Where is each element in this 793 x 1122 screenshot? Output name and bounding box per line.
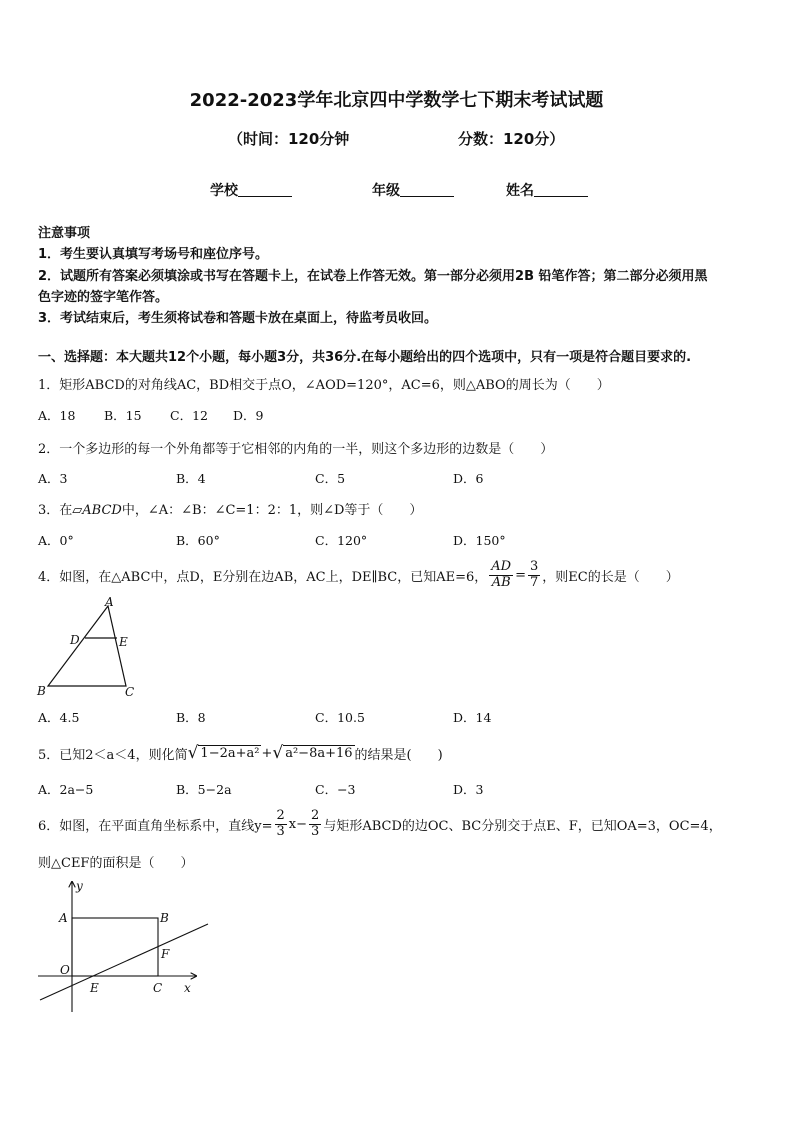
q4-stem-part: 4．如图，在△ABC中，点D，E分别在边AB，AC上，DE∥BC，已知AE=6， — [38, 569, 488, 585]
fraction-denominator: 7 — [530, 574, 539, 590]
q4-triangle-figure — [34, 596, 144, 700]
q1-option-b: B．15 — [104, 408, 142, 423]
label-b: B — [160, 911, 169, 925]
question-6-stem-line2: 则△CEF的面积是（ ） — [38, 856, 194, 871]
q6-fraction-1 — [275, 809, 287, 839]
q4-option-c: C．10.5 — [315, 710, 365, 725]
exam-time: （时间：120分钟 — [228, 130, 350, 148]
q1-option-a: A．18 — [38, 408, 76, 423]
q5-option-d: D．3 — [453, 782, 484, 797]
name-label: 姓名 — [506, 183, 534, 199]
fraction-denominator: 3 — [276, 823, 285, 839]
q4-fraction-ad-ab — [489, 560, 513, 590]
q5-radicand-2: a²−8a+16 — [285, 746, 353, 761]
q2-option-b: B．4 — [176, 471, 206, 486]
q1-option-c: C．12 — [170, 408, 208, 423]
q5-stem-part: 的结果是( ) — [354, 747, 443, 763]
q3-option-b: B．60° — [176, 533, 220, 548]
question-4-stem — [38, 556, 679, 594]
q5-stem-part: 5．已知2＜a＜4，则化简 — [38, 747, 188, 763]
fraction-denominator: AB — [491, 574, 511, 590]
q3-stem-part: 中，∠A：∠B：∠C=1：2：1，则∠D等于（ ） — [121, 503, 423, 518]
q3-stem-part: 3．在▱ — [38, 503, 83, 518]
label-b: B — [37, 684, 46, 698]
fraction-numerator: 2 — [276, 808, 285, 824]
q4-stem-part: ，则EC的长是（ ） — [542, 569, 679, 585]
q4-equals: = — [515, 567, 527, 583]
label-o: O — [60, 963, 70, 977]
grade-blank — [400, 182, 454, 197]
q5-option-b: B．5−2a — [176, 782, 232, 797]
q6-stem-part: 与矩形ABCD的边OC、BC分别交于点E、F，已知OA=3，OC=4， — [323, 818, 722, 834]
q2-option-a: A．3 — [38, 471, 68, 486]
notes-heading: 注意事项 — [38, 226, 91, 241]
school-blank — [238, 182, 292, 197]
fraction-numerator: 2 — [311, 808, 320, 824]
q3-option-c: C．120° — [315, 533, 368, 548]
label-a: A — [59, 911, 68, 925]
q3-stem-abcd: ABCD — [82, 503, 122, 518]
sqrt-sign: √ — [272, 743, 284, 763]
note-item: 1．考生要认真填写考场号和座位序号。 — [38, 247, 269, 262]
label-c: C — [125, 685, 135, 699]
fraction-denominator: 3 — [311, 823, 320, 839]
question-2-stem: 2．一个多边形的每一个外角都等于它相邻的内角的一半，则这个多边形的边数是（ ） — [38, 442, 554, 457]
triangle-abc — [48, 606, 126, 686]
label-f: F — [161, 947, 170, 961]
question-6-stem — [38, 804, 722, 844]
q5-option-c: C．−3 — [315, 782, 356, 797]
section-heading: 一、选择题：本大题共12个小题，每小题3分，共36分.在每小题给出的四个选项中，只有一项是符合题目要求的. — [38, 350, 692, 365]
q2-option-c: C．5 — [315, 471, 346, 486]
name-blank — [534, 182, 588, 197]
label-y: y — [76, 879, 83, 893]
q6-stem-part: x− — [288, 816, 308, 832]
q6-fraction-2 — [309, 809, 321, 839]
note-item: 色字迹的签字笔作答。 — [38, 290, 169, 305]
school-label: 学校 — [210, 183, 238, 199]
q2-option-d: D．6 — [453, 471, 484, 486]
note-item: 3．考试结束后，考生须将试卷和答题卡放在桌面上，待监考员收回。 — [38, 311, 438, 326]
label-x: x — [184, 981, 191, 995]
exam-score: 分数：120分） — [458, 130, 565, 148]
rectangle-oabc — [72, 918, 158, 976]
q3-option-d: D．150° — [453, 533, 506, 548]
fraction-numerator: AD — [491, 559, 512, 575]
sqrt-sign: √ — [187, 743, 199, 763]
label-e: E — [90, 981, 99, 995]
q5-plus: + — [261, 745, 273, 761]
grade-label: 年级 — [372, 183, 400, 199]
q6-stem-part: 6．如图，在平面直角坐标系中，直线y= — [38, 818, 273, 834]
q3-option-a: A．0° — [38, 533, 74, 548]
q4-option-d: D．14 — [453, 710, 492, 725]
q4-option-b: B．8 — [176, 710, 206, 725]
q6-coordinate-figure — [34, 876, 214, 1016]
question-5-stem — [38, 740, 443, 766]
label-e: E — [119, 635, 128, 649]
note-item: 2．试题所有答案必须填涂或书写在答题卡上，在试卷上作答无效。第一部分必须用2B 铅笔作答；第二部分必须用黑 — [38, 269, 708, 284]
name-field — [506, 180, 588, 200]
question-3-stem — [38, 499, 422, 518]
fraction-numerator: 3 — [530, 559, 539, 575]
label-d: D — [70, 633, 80, 647]
q5-option-a: A．2a−5 — [38, 782, 94, 797]
q1-option-d: D．9 — [233, 408, 264, 423]
label-a: A — [105, 596, 114, 609]
grade-field — [372, 180, 454, 200]
line-ef — [40, 924, 208, 1000]
school-field — [210, 180, 292, 200]
q5-radicand-1: 1−2a+a² — [200, 746, 260, 761]
q4-option-a: A．4.5 — [38, 710, 80, 725]
question-1-stem: 1．矩形ABCD的对角线AC，BD相交于点O，∠AOD=120°，AC=6，则△ABO的周长为（ ） — [38, 378, 610, 393]
label-c: C — [153, 981, 163, 995]
q4-fraction-3-7 — [528, 560, 540, 590]
page-title: 2022-2023学年北京四中学数学七下期末考试试题 — [189, 90, 604, 111]
